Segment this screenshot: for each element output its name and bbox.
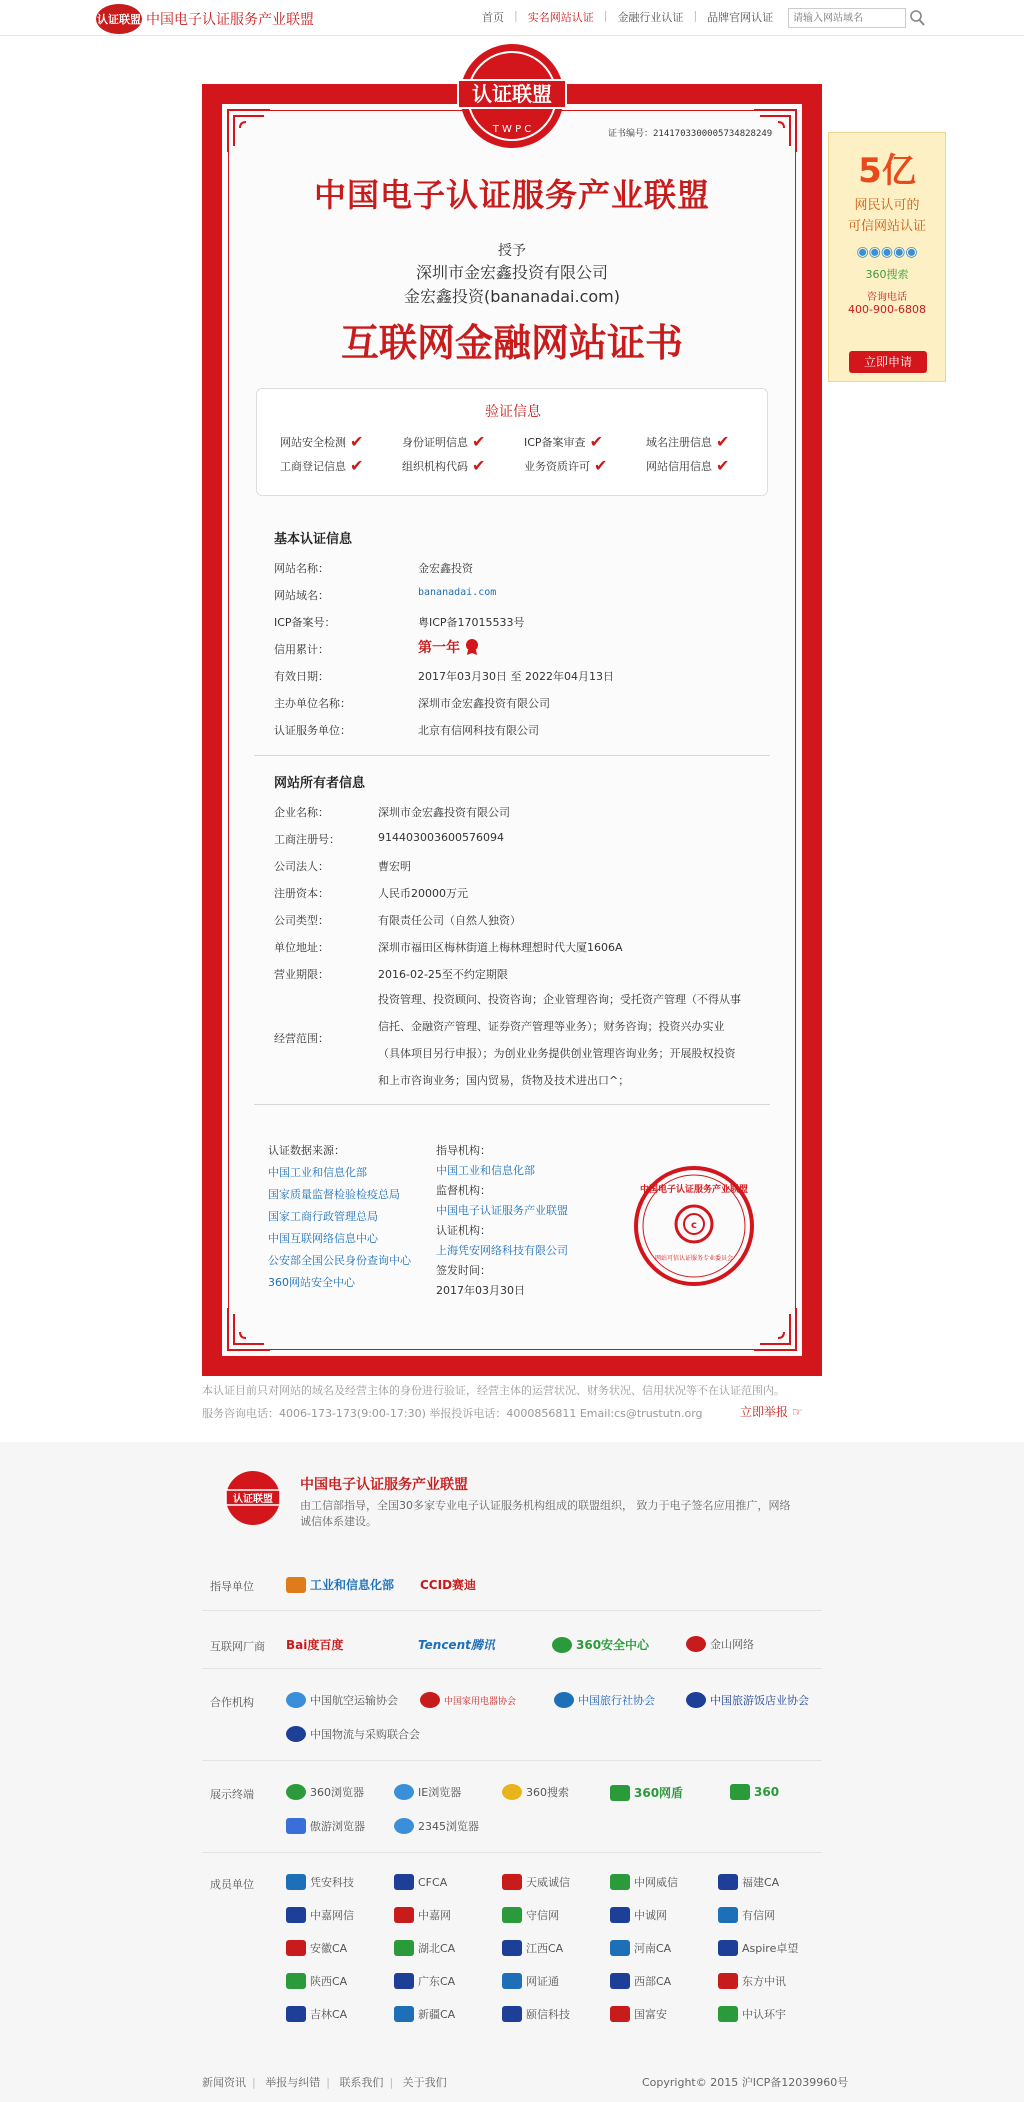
supervise-label: 监督机构： [436,1184,491,1197]
member-logo[interactable]: 有信网 [718,1907,775,1923]
field-label: 公司法人： [274,860,329,873]
check-icon: ✔ [350,456,364,475]
check-icon: ✔ [594,456,608,475]
browser-icon [502,1784,522,1800]
member-logo[interactable]: 中诚网 [610,1907,667,1923]
member-logo[interactable]: 安徽CA [286,1940,347,1956]
member-logo[interactable]: 网证通 [502,1973,559,1989]
verify-item: ICP备案审查 ✔ [524,432,603,451]
member-icon [610,1907,630,1923]
brand-name: 中国电子认证服务产业联盟 [146,12,314,28]
member-logo[interactable]: 中嘉网 [394,1907,451,1923]
member-logo[interactable]: 河南CA [610,1940,671,1956]
org-icon [286,1692,306,1708]
service-unit-value: 北京有信网科技有限公司 [418,724,539,737]
field-label: 单位地址： [274,941,329,954]
partner-logo[interactable]: Tencent腾讯 [418,1638,495,1652]
org-icon [554,1692,574,1708]
partner-logo[interactable]: 中国物流与采购联合会 [286,1726,420,1742]
credit-years-value: 第一年 [418,640,460,656]
member-logo[interactable]: 颐信科技 [502,2006,570,2022]
partner-logo[interactable]: 360 [730,1784,779,1800]
nav-home[interactable]: 首页 [482,11,504,24]
apply-now-button[interactable]: 立即申请 [849,351,927,373]
partner-logo[interactable]: 360网盾 [610,1784,683,1801]
grant-label: 授予 [498,243,526,259]
member-icon [502,1874,522,1890]
browser-icon [394,1784,414,1800]
ad-line2: 可信网站认证 [847,219,926,234]
source-link[interactable]: 中国互联网络信息中心 [268,1232,378,1245]
seal-title: 中国电子认证服务产业联盟 [639,1185,749,1195]
field-label: 认证服务单位： [274,724,351,737]
member-logo[interactable]: 中嘉网信 [286,1907,354,1923]
check-icon: ✔ [472,456,486,475]
field-label: 网站域名： [274,589,329,602]
link-separator: | [252,2076,256,2089]
partner-logo[interactable]: 360浏览器 [286,1784,364,1800]
row-label: 指导单位 [210,1580,254,1593]
company-type-value: 有限责任公司（自然人独资） [378,914,521,927]
partner-logo[interactable]: Bai度百度 [286,1638,344,1652]
member-logo[interactable]: 湖北CA [394,1940,455,1956]
reg-number-value: 91440300360057609​4 [378,831,504,844]
brand[interactable] [96,4,314,34]
footer-link-news[interactable]: 新闻资讯 [202,2076,246,2089]
source-link[interactable]: 国家工商行政管理总局 [268,1210,378,1223]
verify-item: 网站信用信息 ✔ [646,456,730,475]
copyright: Copyright© 2015 沪ICP备12039960号 [642,2076,849,2089]
member-logo[interactable]: 东方中讯 [718,1973,786,1989]
supervise-link[interactable]: 中国电子认证服务产业联盟 [436,1204,568,1217]
partner-logo[interactable]: IE浏览器 [394,1784,461,1800]
basic-info-title: 基本认证信息 [274,532,353,547]
member-logo[interactable]: Aspire卓望 [718,1940,798,1956]
member-icon [502,1973,522,1989]
member-icon [610,1973,630,1989]
partner-logo[interactable]: 工业和信息化部 [286,1576,394,1593]
member-icon [610,1940,630,1956]
member-icon [286,1973,306,1989]
field-label: ICP备案号： [274,616,336,629]
brand-logo-icon: 认证联盟 [96,4,142,34]
footer-description: 由工信部指导，全国30多家专业电子认证服务机构组成的联盟组织， 致力于电子签名应用推广，网络诚信体系建设。 [300,1499,791,1528]
company-name-value: 深圳市金宏鑫投资有限公司 [378,806,510,819]
field-label: 公司类型： [274,914,329,927]
field-label: 工商注册号： [274,833,340,846]
credit-medal-icon [464,638,480,656]
footer [0,1442,1024,2102]
nav-finance-cert[interactable]: 金融行业认证 [617,11,684,24]
field-label: 主办单位名称： [274,697,351,710]
footer-link-report[interactable]: 举报与纠错 [265,2076,321,2089]
ad-phone-label: 咨询电话 [867,292,907,303]
member-icon [610,1874,630,1890]
member-logo[interactable]: 天威诚信 [502,1874,570,1890]
capital-value: 人民币20000万元 [378,887,468,900]
member-logo[interactable]: 陕西CA [286,1973,347,1989]
field-label: 企业名称： [274,806,329,819]
sources-label: 认证数据来源： [268,1144,345,1157]
miit-icon [286,1577,306,1593]
ad-headline: 5亿 [858,151,916,191]
seal-subtitle: 网站可信认证服务专业委员会 [654,1255,734,1262]
member-logo[interactable]: 中网威信 [610,1874,678,1890]
nav-separator: | [603,9,608,22]
source-link[interactable]: 国家质量监督检验检疫总局 [268,1188,400,1201]
divider [254,1104,770,1105]
guide-label: 指导机构： [436,1144,491,1157]
thumbs-icon: ☞ [791,1405,803,1419]
verify-item: 身份证明信息 ✔ [402,432,486,451]
link-separator: | [389,2076,394,2089]
cert-org-label: 认证机构： [436,1224,491,1237]
member-icon [718,1874,738,1890]
divider [202,1610,822,1611]
ad-phone: 400-900-6808 [848,303,926,316]
browser-icon [610,1785,630,1801]
org-title: 中国电子认证服务产业联盟 [313,176,710,214]
nav-separator: | [693,9,698,22]
issue-label: 签发时间： [436,1264,491,1277]
divider [202,1668,822,1669]
check-icon: ✔ [589,432,603,451]
row-label: 成员单位 [210,1878,254,1891]
verify-item: 网站安全检测 ✔ [280,432,364,451]
member-icon [718,1907,738,1923]
footer-links [202,2074,447,2090]
member-icon [394,1973,414,1989]
footer-link-contact[interactable]: 联系我们 [339,2076,384,2089]
alliance-seal-icon [448,40,576,150]
row-label: 互联网厂商 [210,1640,265,1653]
org-icon [420,1692,440,1708]
member-logo[interactable]: 广东CA [394,1973,455,1989]
org-icon [286,1726,306,1742]
member-icon [286,2006,306,2022]
partner-logo[interactable]: 金山网络 [686,1636,754,1652]
issue-date: 2017年03月30日 [436,1284,525,1297]
svg-text:认证联盟: 认证联盟 [472,82,552,106]
nav-realname-cert[interactable]: 实名网站认证 [527,11,594,24]
field-label: 网站名称： [274,562,329,575]
domain-search-input[interactable] [788,8,906,28]
field-label: 营业期限： [274,968,329,981]
member-icon [718,2006,738,2022]
site-domain-link[interactable]: bananadai.com [418,587,497,598]
divider [254,755,770,756]
nav-separator: | [514,9,518,22]
member-icon [394,1874,414,1890]
partner-logo[interactable]: 中国航空运输协会 [286,1692,398,1708]
partner-logo[interactable]: CCID赛迪 [420,1578,477,1592]
valid-period-value: 2017年03月30日 至 2022年04月13日 [418,670,614,683]
partner-logo[interactable]: 傲游浏览器 [286,1818,365,1834]
divider [202,1852,822,1853]
member-logo[interactable]: 中认环宇 [718,2006,786,2022]
field-label: 经营范围： [274,1032,329,1045]
legal-person-value: 曹宏明 [378,860,411,873]
member-logo[interactable]: 凭安科技 [286,1874,354,1890]
browser-icon [286,1784,306,1800]
main-nav [482,9,773,25]
field-label: 有效日期： [274,670,329,683]
browser-icon [730,1784,750,1800]
partner-logo[interactable]: 2345浏览器 [394,1818,479,1834]
disclaimer: 本认证目前只对网站的域名及经营主体的身份进行验证，经营主体的运营状况、财务状况、信用状况等不在认证范围内。 [202,1384,785,1397]
check-icon: ✔ [716,456,730,475]
owner-info-title: 网站所有者信息 [274,776,366,791]
partner-logo[interactable]: 中国家用电器协会 [420,1692,516,1708]
member-icon [718,1973,738,1989]
site-name-value: 金宏鑫投资 [418,562,473,575]
source-link[interactable]: 中国工业和信息化部 [268,1166,367,1179]
contact-info: 服务咨询电话：4006-173-173(9:00-17:30) 举报投诉电话：4000856811 Email:cs@trustutn.org [202,1407,703,1420]
member-icon [394,2006,414,2022]
field-label: 信用累计： [274,643,329,656]
browser-icons: ◉◉◉◉◉ [856,244,918,260]
check-icon: ✔ [472,432,486,451]
member-icon [394,1907,414,1923]
row-label: 合作机构 [210,1696,254,1709]
member-logo[interactable]: 国富安 [610,2006,667,2022]
source-link[interactable]: 360网站安全中心 [268,1276,355,1289]
kingsoft-icon [686,1636,706,1652]
partner-logo[interactable]: 360安全中心 [552,1636,649,1653]
member-icon [286,1874,306,1890]
svg-text:T W P C: T W P C [492,124,532,135]
field-label: 注册资本： [274,887,329,900]
business-term-value: 2016-02-25至不约定期限 [378,968,508,981]
business-scope-value: 投资管理、投资顾问、投资咨询；企业管理咨询；受托资产管理（不得从事信托、金融资产管理、证券资产管理等业务）；财务咨询；投资兴办实业（具体项目另行申报）；为创业业务提供创业管理咨询业务；开展股权投资和上市咨询业务；国内贸易，货物及技术进出口^； [378,993,741,1087]
check-icon: ✔ [716,432,730,451]
cert-org-link[interactable]: 上海凭安网络科技有限公司 [436,1244,568,1257]
browser-icon [394,1818,414,1834]
certificate-name: 互联网金融网站证书 [340,320,683,365]
partner-logo[interactable]: 中国旅游饭店业协会 [686,1692,809,1708]
side-ad[interactable] [828,132,946,382]
ad-search-brand: 360搜索 [865,268,909,281]
member-icon [394,1940,414,1956]
member-icon [286,1907,306,1923]
nav-brand-cert[interactable]: 品牌官网认证 [707,11,774,24]
svg-text:认证联盟: 认证联盟 [233,1494,273,1505]
360-icon [552,1637,572,1653]
member-logo[interactable]: 福建CA [718,1874,779,1890]
partner-logo[interactable]: 360搜索 [502,1784,569,1800]
member-logo[interactable]: 守信网 [502,1907,559,1923]
address-value: 深圳市福田区梅林街道上梅林理想时代大厦1606A [378,941,623,954]
member-logo[interactable]: 江西CA [502,1940,563,1956]
footer-link-about[interactable]: 关于我们 [402,2076,447,2089]
footer-logo-icon [222,1470,284,1526]
report-button[interactable]: 立即举报 ☞ [740,1405,803,1419]
svg-text:c: c [691,1220,697,1231]
source-link[interactable]: 公安部全国公民身份查询中心 [268,1254,411,1267]
verify-item: 业务资质许可 ✔ [524,456,608,475]
member-icon [502,1940,522,1956]
official-seal-icon [632,1164,756,1288]
corner-ornament-icon [226,108,272,154]
verify-item: 域名注册信息 ✔ [646,432,730,451]
org-icon [686,1692,706,1708]
corner-ornament-icon [226,1306,272,1352]
verification-title: 验证信息 [485,404,541,420]
member-logo[interactable]: CFCA [394,1874,447,1890]
verify-item: 组织机构代码 ✔ [402,456,486,475]
member-logo[interactable]: 新疆CA [394,2006,455,2022]
footer-title: 中国电子认证服务产业联盟 [300,1477,468,1493]
grantee-company: 深圳市金宏鑫投资有限公司 [415,263,608,282]
member-icon [610,2006,630,2022]
guide-link[interactable]: 中国工业和信息化部 [436,1164,535,1177]
verify-item: 工商登记信息 ✔ [280,456,364,475]
member-icon [502,1907,522,1923]
sponsor-value: 深圳市金宏鑫投资有限公司 [418,697,550,710]
member-icon [718,1940,738,1956]
row-label: 展示终端 [210,1788,254,1801]
ad-line1: 网民认可的 [854,198,920,213]
member-icon [286,1940,306,1956]
divider [202,1760,822,1761]
corner-ornament-icon [752,1306,798,1352]
top-navigation [0,0,1024,36]
partner-logo[interactable]: 中国旅行社协会 [554,1692,655,1708]
member-logo[interactable]: 西部CA [610,1973,671,1989]
cert-number: 证书编号：2141703300005734828249 [608,129,773,139]
member-icon [502,2006,522,2022]
check-icon: ✔ [350,432,364,451]
browser-icon [286,1818,306,1834]
grantee-site: 金宏鑫投资(bananadai.com) [403,287,620,306]
link-separator: | [326,2076,330,2089]
member-logo[interactable]: 吉林CA [286,2006,347,2022]
search-icon[interactable] [909,9,925,27]
icp-value: 粤ICP备17015533号 [418,616,525,629]
